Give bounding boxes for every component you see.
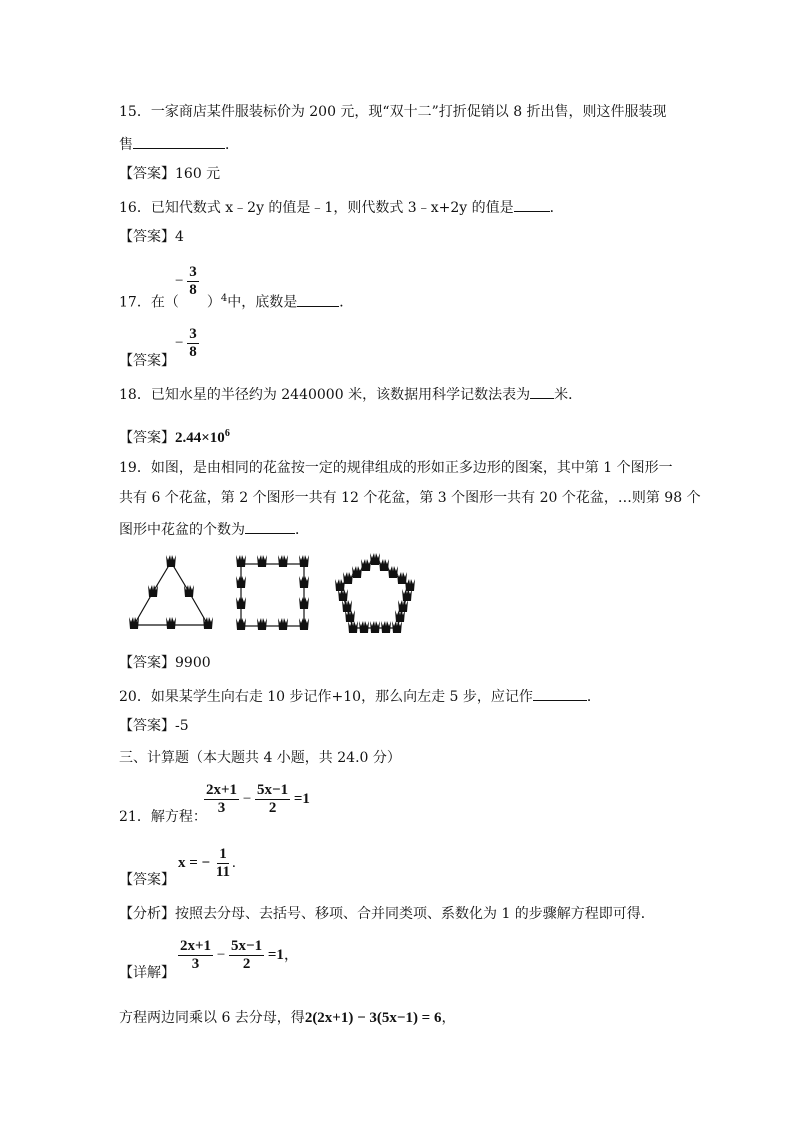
q17-answer [119,351,175,371]
eq-rhs: =1 [293,790,310,807]
flowerpot-figures [120,550,420,642]
answer-label: 【答案】 [119,166,175,182]
ans-num: 1 [219,846,227,862]
answer-label: 【答案】 [119,353,175,369]
q16-answer-value: 4 [175,229,184,245]
q18-answer-value [175,430,230,446]
q20-blank [533,686,587,701]
q19-line1: 19．如图，是由相同的花盆按一定的规律组成的形如正多边形的图案，其中第 1 个图形一 [119,460,673,476]
q20-answer [119,716,189,736]
q21-label: 21．解方程： [119,809,207,825]
q18-text-end: 米． [554,387,583,403]
q17-question [119,289,353,313]
q17-ans-num: 3 [189,326,197,342]
q19-line3 [119,519,309,540]
q21-answer-expr [178,846,236,881]
q17-text-d: ． [339,294,354,311]
section-title: 三、计算题（本大题共 4 小题，共 24.0 分） [119,750,401,766]
q20-text-end: ． [586,689,601,705]
q18-text: 18．已知水星的半径约为 2440000 米，该数据用科学记数法表为 [119,387,531,403]
q17-blank [297,292,339,307]
q19-answer [119,653,211,673]
q17-exponent: 4 [220,293,228,304]
q19-line3-text: 图形中花盆的个数为 [119,522,245,538]
q15-answer-value: 160 元 [175,166,221,182]
q21-detail [119,963,175,983]
step-text: 方程两边同乘以 6 去分母，得 [119,1010,305,1026]
q15-line2-end: ． [225,137,239,153]
answer-label: 【答案】 [119,872,175,888]
q19-blank [245,519,295,534]
q17-ans-den: 8 [189,344,197,360]
q17-fraction [175,264,199,299]
detail-label: 【详解】 [119,965,175,981]
q18-question [119,384,582,405]
eq-num1: 2x+1 [206,782,238,798]
q18-answer [119,424,230,448]
q17-ans-sign: − [175,334,184,351]
answer-label: 【答案】 [119,229,175,245]
q18-ans-base: 2.44×10 [175,430,225,446]
answer-label: 【答案】 [119,655,175,671]
q21-step [119,1008,455,1028]
triangle-figure [129,555,213,629]
q17-frac-sign: − [175,272,184,289]
q17-text-a: 17．在（ [119,294,179,311]
q16-blank [514,197,550,212]
q19-line2: 共有 6 个花盆，第 2 个图形一共有 12 个花盆，第 3 个图形一共有 20 个花盆，…则第 98 个 [119,490,701,506]
eq-den2: 2 [268,800,277,816]
detail-minus: − [216,946,226,963]
square-figure [236,555,309,630]
q18-blank [530,384,554,399]
q20-question [119,686,601,707]
ans-end: . [232,854,236,871]
q17-text-b: ） [206,294,221,311]
q15-answer [119,164,220,184]
eq-den1: 3 [217,800,226,816]
answer-label: 【答案】 [119,430,175,446]
q21-answer [119,870,175,890]
eq-num2: 5x−1 [257,782,289,798]
q16-answer [119,227,184,247]
q18-ans-exp: 6 [224,428,230,439]
q16-text: 16．已知代数式 x﹣2y 的值是﹣1，则代数式 3﹣x+2y 的值是 [119,200,514,216]
detail-rhs: =1 [267,946,284,963]
q15-line2 [119,134,239,155]
q21-equation [204,782,310,817]
detail-end: ， [283,946,299,963]
q15-line2-start: 售 [119,137,133,153]
q19-line3-end: ． [295,522,309,538]
q20-text: 20．如果某学生向右走 10 步记作+10，那么向左走 5 步，应记作 [119,689,533,705]
answer-label: 【答案】 [119,718,175,734]
q21-analysis: 【分析】按照去分母、去括号、移项、合并同类项、系数化为 1 的步骤解方程即可得． [119,906,655,922]
q17-text-c: 中，底数是 [227,294,298,311]
ans-den: 11 [215,864,231,880]
q21-detail-equation [178,938,299,973]
detail-num1: 2x+1 [180,938,212,954]
ans-lhs: x = − [178,854,211,871]
step-equation: 2(2x+1) − 3(5x−1) = 6 [304,1010,442,1026]
detail-den1: 3 [191,956,200,972]
q20-answer-value: -5 [175,718,189,734]
eq-minus: − [242,790,252,807]
detail-den2: 2 [242,956,251,972]
q17-answer-fraction [175,326,199,361]
pentagon-figure [335,553,415,633]
q19-answer-value: 9900 [175,655,211,671]
step-end: ， [441,1010,456,1026]
q16-question [119,197,564,218]
detail-num2: 5x−1 [231,938,263,954]
q16-text-end: ． [549,200,564,216]
q15-blank [133,134,225,149]
q17-frac-den: 8 [189,282,197,298]
q15-line1: 15．一家商店某件服装标价为 200 元，现“双十二”打折促销以 8 折出售，则这件服装现 [119,104,667,120]
q17-frac-num: 3 [189,264,197,280]
